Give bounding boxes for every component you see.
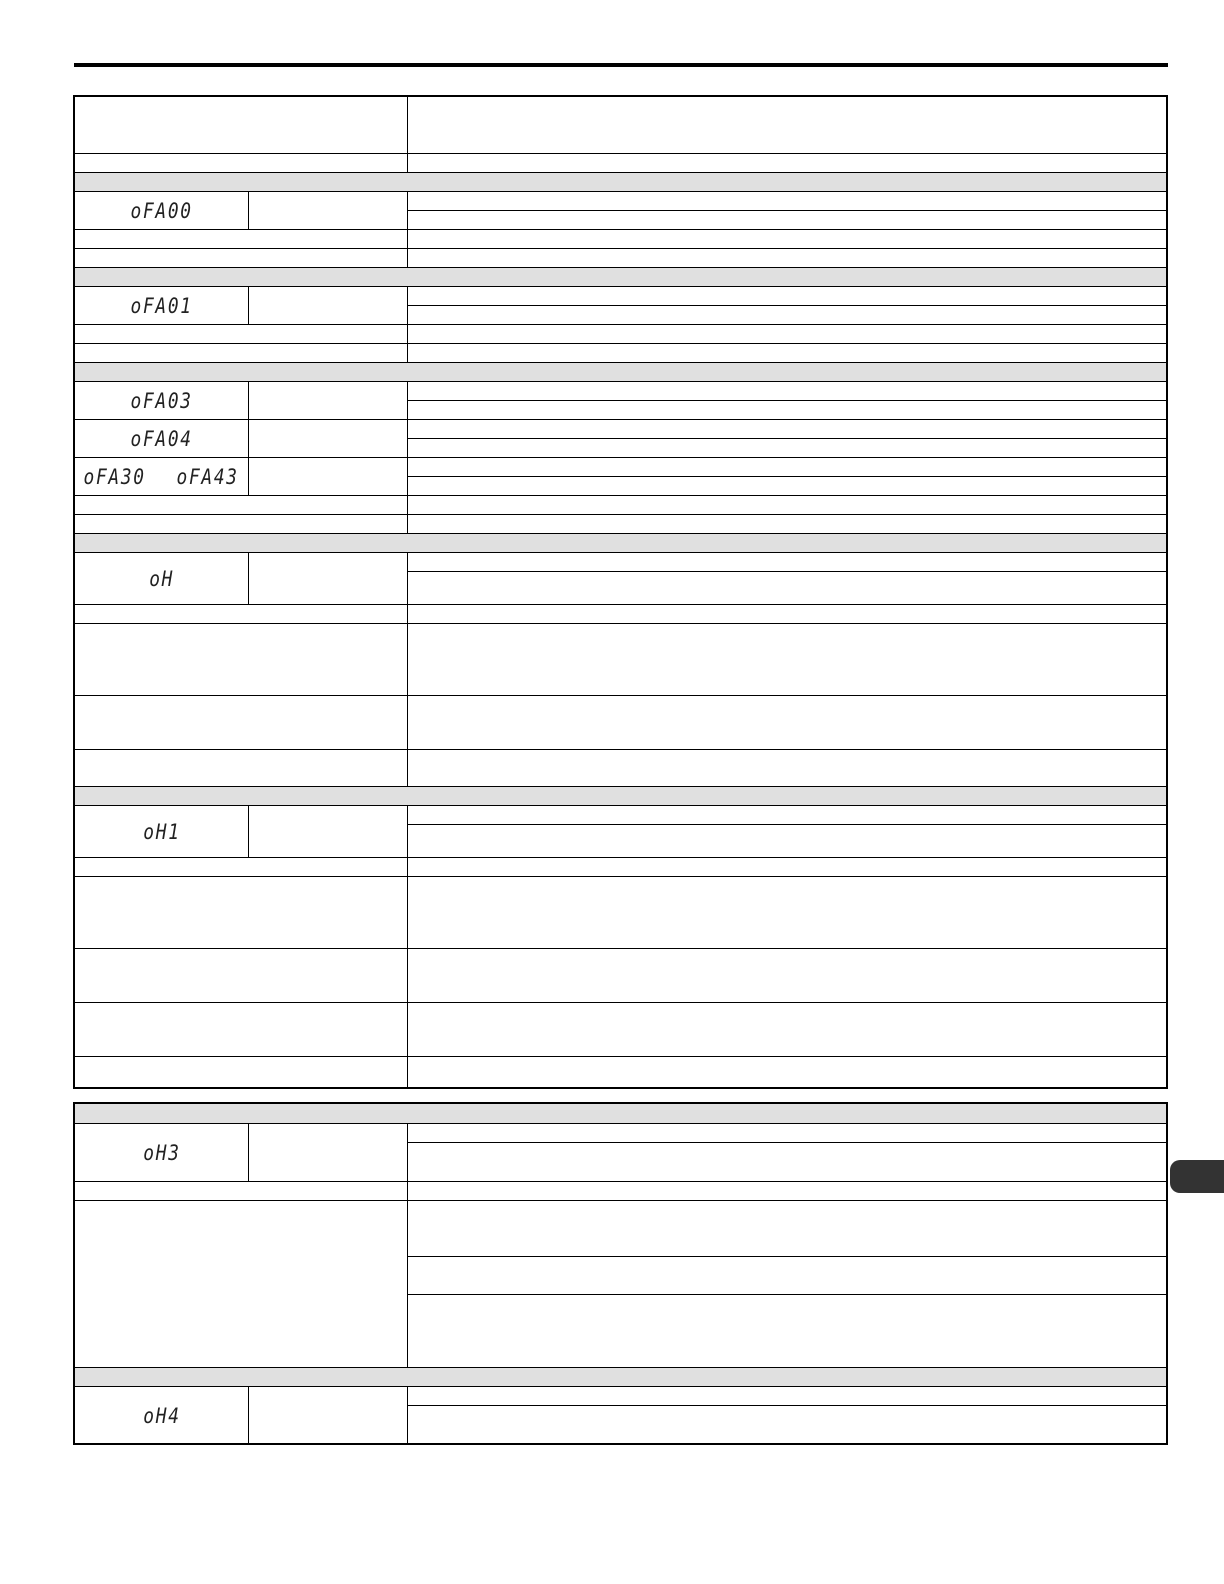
code-text: oFA43: [176, 464, 240, 489]
table-row: [75, 749, 1166, 786]
table-row: [75, 1056, 1166, 1087]
table-header-row: [75, 786, 1166, 805]
code-text: oH4: [142, 1404, 181, 1428]
code-text: oFA00: [130, 198, 193, 223]
table-row: [75, 1200, 1166, 1367]
fault-code-oFA00: [75, 192, 248, 229]
fault-table-2: [73, 1102, 1168, 1445]
fault-code-oH: [75, 553, 248, 604]
table-row: [75, 495, 1166, 514]
header-rule: [74, 63, 1168, 67]
code-text: oFA01: [130, 293, 193, 318]
table-header-row: [75, 1367, 1166, 1386]
table-row: [75, 1181, 1166, 1200]
table-row-oFA30-oFA43: [75, 457, 1166, 495]
code-text: oH1: [142, 819, 181, 844]
table-row: [75, 623, 1166, 695]
table-row: [75, 514, 1166, 533]
code-text: oFA03: [130, 388, 193, 413]
code-text: oFA30: [83, 464, 147, 489]
table-header-row: [75, 1104, 1166, 1123]
code-text: oH: [149, 566, 174, 591]
table-row: [75, 229, 1166, 248]
table-row-oFA04: [75, 419, 1166, 457]
table-row: [75, 97, 1166, 153]
chapter-tab: [1170, 1160, 1224, 1193]
table-header-row: [75, 362, 1166, 381]
table-row: [75, 604, 1166, 623]
fault-code-oFA43: [168, 458, 248, 495]
table-row: [75, 857, 1166, 876]
code-text: oFA04: [130, 426, 193, 451]
table-row: [75, 876, 1166, 948]
table-row: [75, 153, 1166, 172]
table-header-row: [75, 533, 1166, 552]
table-row-oFA01: [75, 286, 1166, 324]
table-row-oH: [75, 552, 1166, 604]
fault-code-oFA30: [75, 458, 155, 495]
table-row-oH1: [75, 805, 1166, 857]
table-row: [75, 324, 1166, 343]
fault-code-oFA03: [75, 382, 248, 419]
fault-code-oH3: [75, 1124, 248, 1181]
table-row-oH3: [75, 1123, 1166, 1181]
table-row: [75, 948, 1166, 1002]
table-row: [75, 1002, 1166, 1056]
table-row: [75, 695, 1166, 749]
table-row: [75, 248, 1166, 267]
fault-code-oH1: [75, 806, 248, 857]
table-row: [75, 343, 1166, 362]
table-header-row: [75, 172, 1166, 191]
table-row-oFA03: [75, 381, 1166, 419]
table-header-row: [75, 267, 1166, 286]
fault-code-oFA04: [75, 420, 248, 457]
code-text: oH3: [142, 1140, 181, 1165]
fault-code-oFA01: [75, 287, 248, 324]
table-row-oH4: [75, 1386, 1166, 1445]
fault-code-oH4: [75, 1387, 248, 1445]
table-row-oFA00: [75, 191, 1166, 229]
fault-table-1: [73, 95, 1168, 1089]
